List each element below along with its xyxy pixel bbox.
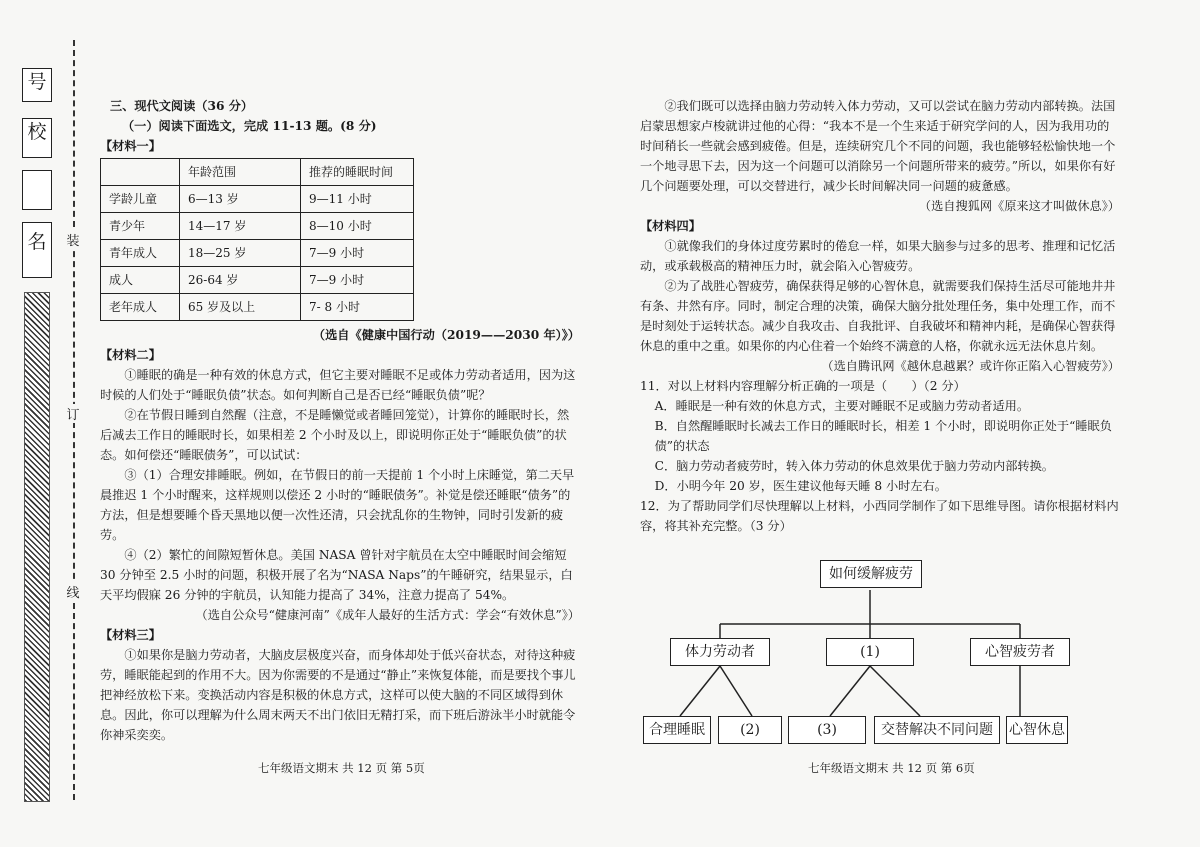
material-4-source: （选自腾讯网《越休息越累？或许你正陷入心智疲劳》） bbox=[821, 359, 1120, 373]
question-11-option-c: C．脑力劳动者疲劳时，转入体力劳动的休息效果优于脑力劳动内部转换。 bbox=[654, 459, 1054, 473]
right-page-footer: 七年级语文期末 共 12 页 第 6页 bbox=[808, 761, 975, 775]
material-2-paragraph-1: ①睡眠的确是一种有效的休息方式，但它主要对睡眠不足或体力劳动者适用，因为这时候的人们处于“睡眠负债”状态。如何判断自己是否已经“睡眠负债”呢？ bbox=[100, 368, 576, 402]
table-cell: 7—9 小时 bbox=[301, 240, 414, 267]
material-4-paragraph-1: ①就像我们的身体过度劳累时的倦怠一样，如果大脑参与过多的思考、推理和记忆活动，或承载极高的精神压力时，就会陷入心智疲劳。 bbox=[640, 239, 1116, 273]
binding-char-xian: 线 bbox=[60, 582, 86, 601]
table-cell: 9—11 小时 bbox=[301, 186, 414, 213]
material-3-paragraph-1: ①如果你是脑力劳动者，大脑皮层极度兴奋，而身体却处于低兴奋状态，对待这种疲劳，睡眠能起到的作用不大。因为你需要的不是通过“静止”来恢复体能，而是要找个事儿把神经放松下来。变换活动内容是积极的休息方式，这样可以使大脑的不同区域得到休息。因此，你可以理解为什么周末两天不出门依旧无精打采，而下班后游泳半小时就能令你神采奕奕。 bbox=[100, 648, 576, 742]
table-cell: 7- 8 小时 bbox=[301, 294, 414, 321]
table-cell: 青年成人 bbox=[101, 240, 180, 267]
binding-strip bbox=[0, 0, 100, 847]
mind-map-node-mental-rest: 心智休息 bbox=[1006, 716, 1068, 744]
binding-box-name: 名 bbox=[22, 222, 52, 278]
material-2-paragraph-3: ③（1）合理安排睡眠。例如，在节假日的前一天提前 1 个小时上床睡觉，第二天早晨推迟 1 个小时醒来，这样规则以偿还 2 小时的“睡眠债务”。补觉是偿还睡眠“债务”的方法，但是想要睡个昏天黑地以便一次性还清，只会扰乱你的生物钟，同时引发新的疲劳。 bbox=[100, 468, 575, 542]
binding-box-blank bbox=[22, 170, 52, 210]
table-cell: 6—13 岁 bbox=[180, 186, 301, 213]
table-cell: 14—17 岁 bbox=[180, 213, 301, 240]
table-row bbox=[101, 186, 414, 213]
material-1-source: （选自《健康中国行动（2019——2030 年）》） bbox=[312, 328, 580, 342]
mind-map-node-alternate-problems: 交替解决不同问题 bbox=[874, 716, 1000, 744]
table-cell: 成人 bbox=[101, 267, 180, 294]
binding-box-number: 号 bbox=[22, 68, 52, 102]
table-cell: 7—9 小时 bbox=[301, 267, 414, 294]
material-2-source: （选自公众号“健康河南”《成年人最好的生活方式：学会“有效休息”》） bbox=[195, 608, 580, 622]
mind-map-node-sleep: 合理睡眠 bbox=[643, 716, 711, 744]
table-cell: 18—25 岁 bbox=[180, 240, 301, 267]
table-cell: 青少年 bbox=[101, 213, 180, 240]
binding-char-zhuang: 装 bbox=[60, 230, 86, 249]
mind-map bbox=[640, 548, 1120, 748]
mind-map-blank-1: (1) bbox=[826, 638, 914, 666]
table-row bbox=[101, 294, 414, 321]
material-4-label: 【材料四】 bbox=[640, 219, 701, 233]
binding-box-school: 校 bbox=[22, 118, 52, 158]
table-header-cell: 推荐的睡眠时间 bbox=[301, 159, 414, 186]
sleep-table bbox=[100, 158, 414, 321]
question-11-option-d: D．小明今年 20 岁，医生建议他每天睡 8 小时左右。 bbox=[654, 479, 947, 493]
material-2-label: 【材料二】 bbox=[100, 348, 161, 362]
material-1-label: 【材料一】 bbox=[100, 139, 161, 153]
material-3-label: 【材料三】 bbox=[100, 628, 161, 642]
material-3-source: （选自搜狐网《原来这才叫做休息》） bbox=[918, 199, 1120, 213]
table-cell: 65 岁及以上 bbox=[180, 294, 301, 321]
table-cell: 学龄儿童 bbox=[101, 186, 180, 213]
mind-map-node-mental-fatigue: 心智疲劳者 bbox=[970, 638, 1070, 666]
material-4-paragraph-2: ②为了战胜心智疲劳，确保获得足够的心智休息，就需要我们保持生活尽可能地井井有条、井然有序。同时，制定合理的决策，确保大脑分批处理任务，集中处理工作，而不是时刻处于运转状态。减少自我攻击、自我批评、自我破坏和精神内耗，是确保心智获得休息的重中之重。如果你的内心住着一个始终不满意的人格，你就永远无法休息片刻。 bbox=[640, 279, 1116, 353]
question-11-option-a: A．睡眠是一种有效的休息方式，主要对睡眠不足或脑力劳动者适用。 bbox=[654, 399, 1030, 413]
table-row bbox=[101, 267, 414, 294]
table-header-cell: 年龄范围 bbox=[180, 159, 301, 186]
table-cell: 26-64 岁 bbox=[180, 267, 301, 294]
left-page bbox=[100, 96, 580, 745]
question-12: 12．为了帮助同学们尽快理解以上材料，小西同学制作了如下思维导图。请你根据材料内容，将其补充完整。（3 分） bbox=[640, 499, 1119, 533]
table-header-row bbox=[101, 159, 414, 186]
table-row bbox=[101, 213, 414, 240]
table-cell: 老年成人 bbox=[101, 294, 180, 321]
section-title: 三、现代文阅读（36 分） bbox=[110, 99, 254, 113]
left-page-footer: 七年级语文期末 共 12 页 第 5页 bbox=[258, 761, 425, 775]
table-row bbox=[101, 240, 414, 267]
mind-map-blank-2: (2) bbox=[718, 716, 782, 744]
table-header-cell bbox=[101, 159, 180, 186]
question-11-option-b: B．自然醒睡眠时长减去工作日的睡眠时长，相差 1 个小时，即说明你正处于“睡眠负债”的状态 bbox=[654, 419, 1112, 453]
instruction: （一）阅读下面选文，完成 11-13 题。(8 分) bbox=[122, 119, 377, 133]
mind-map-root: 如何缓解疲劳 bbox=[820, 560, 922, 588]
material-2-paragraph-2: ②在节假日睡到自然醒（注意，不是睡懒觉或者睡回笼觉），计算你的睡眠时长，然后减去工作日的睡眠时长，如果相差 2 个小时及以上，即说明你正处于“睡眠负债”的状态。如何偿还“睡眠债务”，可以试试： bbox=[100, 408, 570, 462]
material-2-paragraph-4: ④（2）繁忙的间隙短暂休息。美国 NASA 曾针对宇航员在太空中睡眠时间会缩短 30 分钟至 2.5 小时的问题，积极开展了名为“NASA Naps”的午睡研究，结果显示，白天平均假寐 26 分钟的宇航员，认知能力提高了 34%，注意力提高了 54%。 bbox=[100, 548, 573, 602]
mind-map-node-physical-laborer: 体力劳动者 bbox=[670, 638, 770, 666]
binding-hatch bbox=[24, 292, 50, 802]
question-11: 11．对以上材料内容理解分析正确的一项是（ ）（2 分） bbox=[640, 379, 966, 393]
right-page bbox=[640, 96, 1120, 536]
binding-char-ding: 订 bbox=[60, 404, 86, 423]
table-cell: 8—10 小时 bbox=[301, 213, 414, 240]
mind-map-blank-3: (3) bbox=[788, 716, 866, 744]
material-3-paragraph-2: ②我们既可以选择由脑力劳动转入体力劳动，又可以尝试在脑力劳动内部转换。法国启蒙思想家卢梭就讲过他的心得：“我本不是一个生来适于研究学问的人，因为我用功的时间稍长一些就会感到疲倦。但是，连续研究几个不同的问题，我也能够轻松愉快地一个一个地寻思下去，因为这一个问题可以消除另一个问题所带来的疲劳。”所以，如果你有好几个问题要处理，可以交替进行，减少长时间解决同一问题的疲惫感。 bbox=[640, 99, 1116, 193]
